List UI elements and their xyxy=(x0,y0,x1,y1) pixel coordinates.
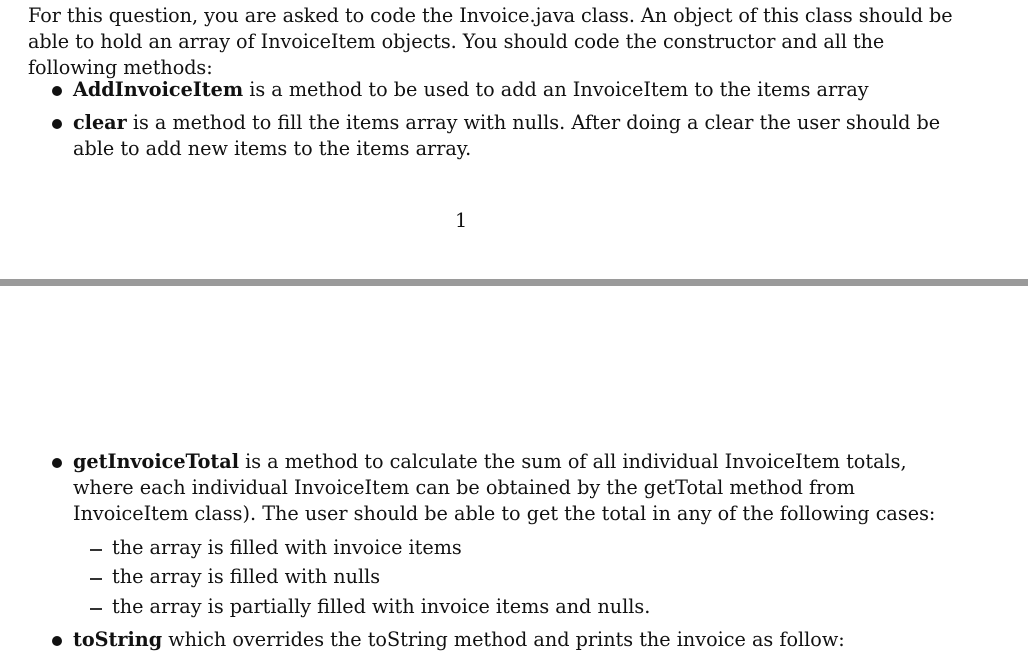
dash-icon xyxy=(90,549,102,551)
page-divider xyxy=(0,279,1028,286)
case-item: the array is filled with invoice items xyxy=(112,536,462,559)
page-number: 1 xyxy=(455,209,468,232)
method-description: is a method to fill the items array with nulls. After doing a clear the user should be able to add new items to the items array. xyxy=(73,111,941,160)
method-name: clear xyxy=(73,111,127,134)
dash-icon xyxy=(90,578,102,580)
intro-paragraph: For this question, you are asked to code the Invoice.java class. An object of this class should be able to hold an array of InvoiceItem objects. You should code the constructor and all the following methods: xyxy=(28,4,953,79)
method-description: which overrides the toString method and prints the invoice as follow: xyxy=(162,628,845,651)
case-item: the array is partially filled with invoice items and nulls. xyxy=(112,595,651,618)
document-page-1 xyxy=(0,0,1028,279)
bullet-icon xyxy=(52,86,62,96)
method-name: AddInvoiceItem xyxy=(73,78,244,101)
bullet-icon xyxy=(52,119,62,129)
case-item: the array is filled with nulls xyxy=(112,565,381,588)
method-description: is a method to calculate the sum of all individual InvoiceItem totals, where each individual InvoiceItem can be obtained by the getTotal method from InvoiceItem class). The user should be able to get the total in any of the following cases: xyxy=(73,450,936,525)
dash-icon xyxy=(90,608,102,610)
bullet-add-invoice-item xyxy=(73,77,953,103)
bullet-icon xyxy=(52,636,62,646)
bullet-get-invoice-total xyxy=(73,449,953,527)
method-name: getInvoiceTotal xyxy=(73,450,239,473)
method-name: toString xyxy=(73,628,163,651)
bullet-to-string xyxy=(73,627,953,653)
bullet-icon xyxy=(52,458,62,468)
bullet-clear xyxy=(73,110,953,162)
method-description: is a method to be used to add an InvoiceItem to the items array xyxy=(243,78,869,101)
